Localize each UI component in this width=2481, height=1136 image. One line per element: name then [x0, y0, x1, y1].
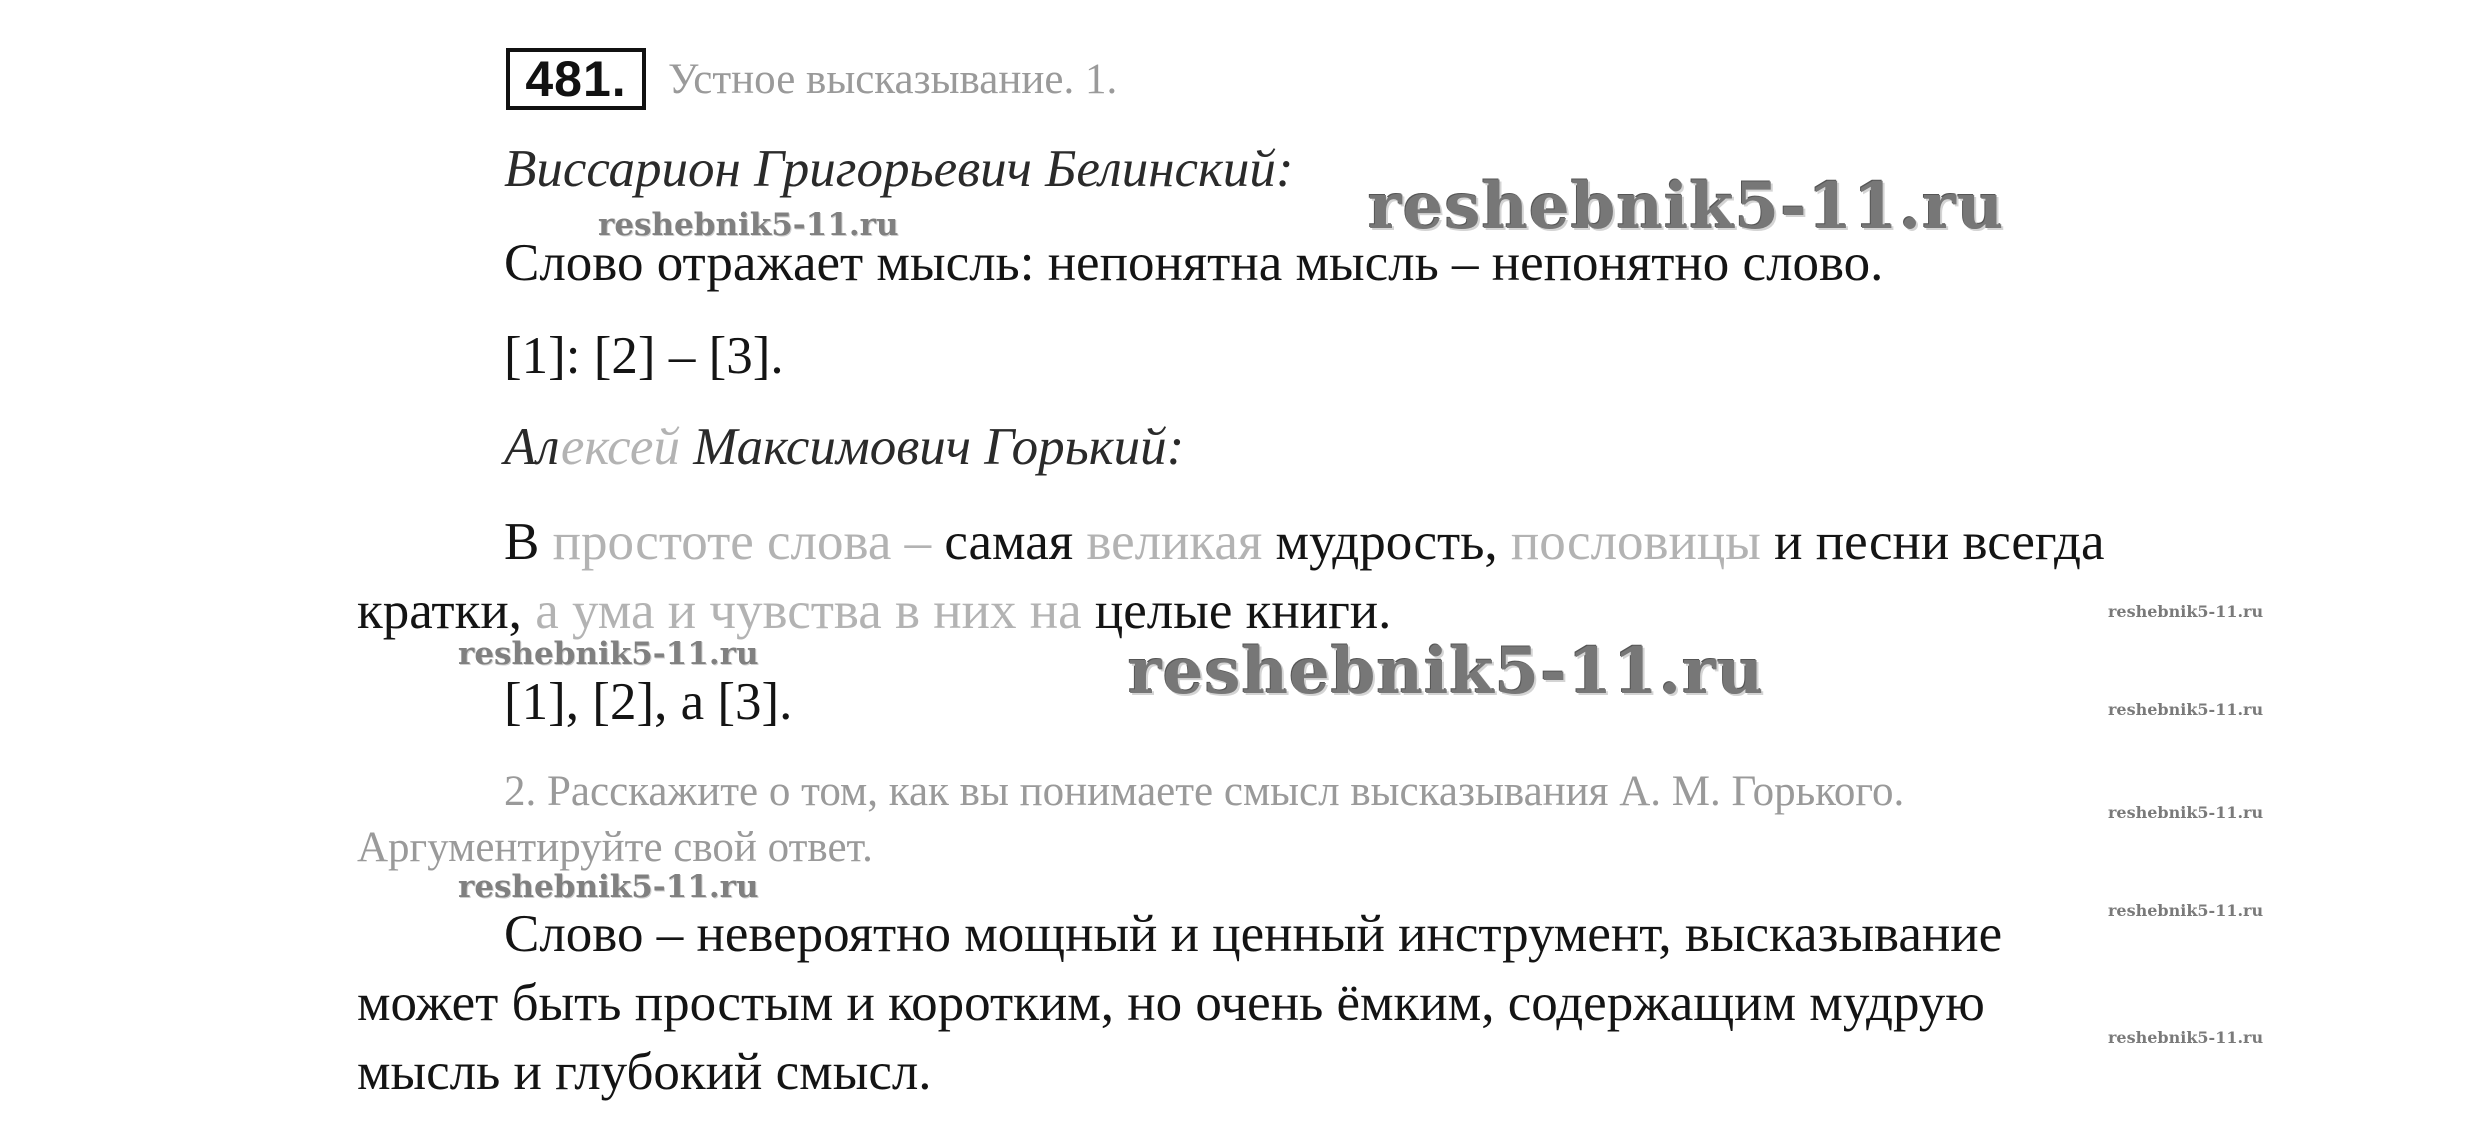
quote2-line1-b: самая	[944, 513, 1087, 571]
quote2-line2-faded1: а ума и	[535, 582, 710, 640]
quote1-author: Виссарион Григорьевич Белинский:	[504, 140, 1294, 198]
quote2-line1-faded2: великая	[1086, 513, 1263, 571]
quote2-line2-b: целые книги.	[1081, 582, 1392, 640]
watermark-large-top: reshebnik5-11.ru	[1368, 169, 2005, 244]
quote2-line1-faded3: пословицы	[1510, 513, 1761, 571]
watermark-small-2: reshebnik5-11.ru	[2108, 700, 2264, 719]
quote2-line1-c: мудрость,	[1262, 513, 1511, 571]
quote2-line1-d: и песни всегда	[1760, 513, 2105, 571]
watermark-small-5: reshebnik5-11.ru	[2108, 1028, 2264, 1047]
watermark-large-middle: reshebnik5-11.ru	[1128, 634, 1765, 709]
watermark-mid-top: reshebnik5-11.ru	[598, 207, 899, 243]
quote1-text: Слово отражает мысль: непонятна мысль – непонятно слово.	[504, 234, 1884, 292]
quote2-line1	[504, 513, 2105, 571]
watermark-small-3: reshebnik5-11.ru	[2108, 803, 2264, 822]
quote2-line2-faded2: чувства в них на	[709, 582, 1082, 640]
task2-line1: 2. Расскажите о том, как вы понимаете смысл высказывания А. М. Горького.	[504, 768, 1905, 815]
quote2-author-faded: ексей	[560, 418, 680, 476]
task-heading: Устное высказывание. 1.	[668, 56, 1118, 103]
quote2-author-end: Максимович Горький:	[679, 418, 1185, 476]
quote2-author-start: Ал	[504, 418, 561, 476]
task-number: 481.	[525, 51, 627, 107]
task-number-box	[506, 48, 646, 110]
quote1-scheme: [1]: [2] – [3].	[504, 327, 784, 385]
task2-line2: Аргументируйте свой ответ.	[357, 824, 873, 871]
watermark-small-4: reshebnik5-11.ru	[2108, 901, 2264, 920]
answer-line3: мысль и глубокий смысл.	[357, 1043, 932, 1101]
quote2-line2	[357, 582, 1392, 640]
answer-line1: Слово – невероятно мощный и ценный инструмент, высказывание	[504, 905, 2003, 963]
watermark-mid-left-2: reshebnik5-11.ru	[458, 869, 759, 905]
watermark-small-1: reshebnik5-11.ru	[2108, 602, 2264, 621]
quote2-scheme: [1], [2], а [3].	[504, 673, 793, 731]
watermark-mid-left-1: reshebnik5-11.ru	[458, 636, 759, 672]
answer-line2: может быть простым и коротким, но очень ёмким, содержащим мудрую	[357, 974, 1985, 1032]
quote2-author	[504, 418, 1185, 476]
quote2-line1-faded1: простоте слова –	[552, 513, 945, 571]
quote2-line1-a: В	[504, 513, 553, 571]
quote2-line2-a: кратки,	[357, 582, 536, 640]
